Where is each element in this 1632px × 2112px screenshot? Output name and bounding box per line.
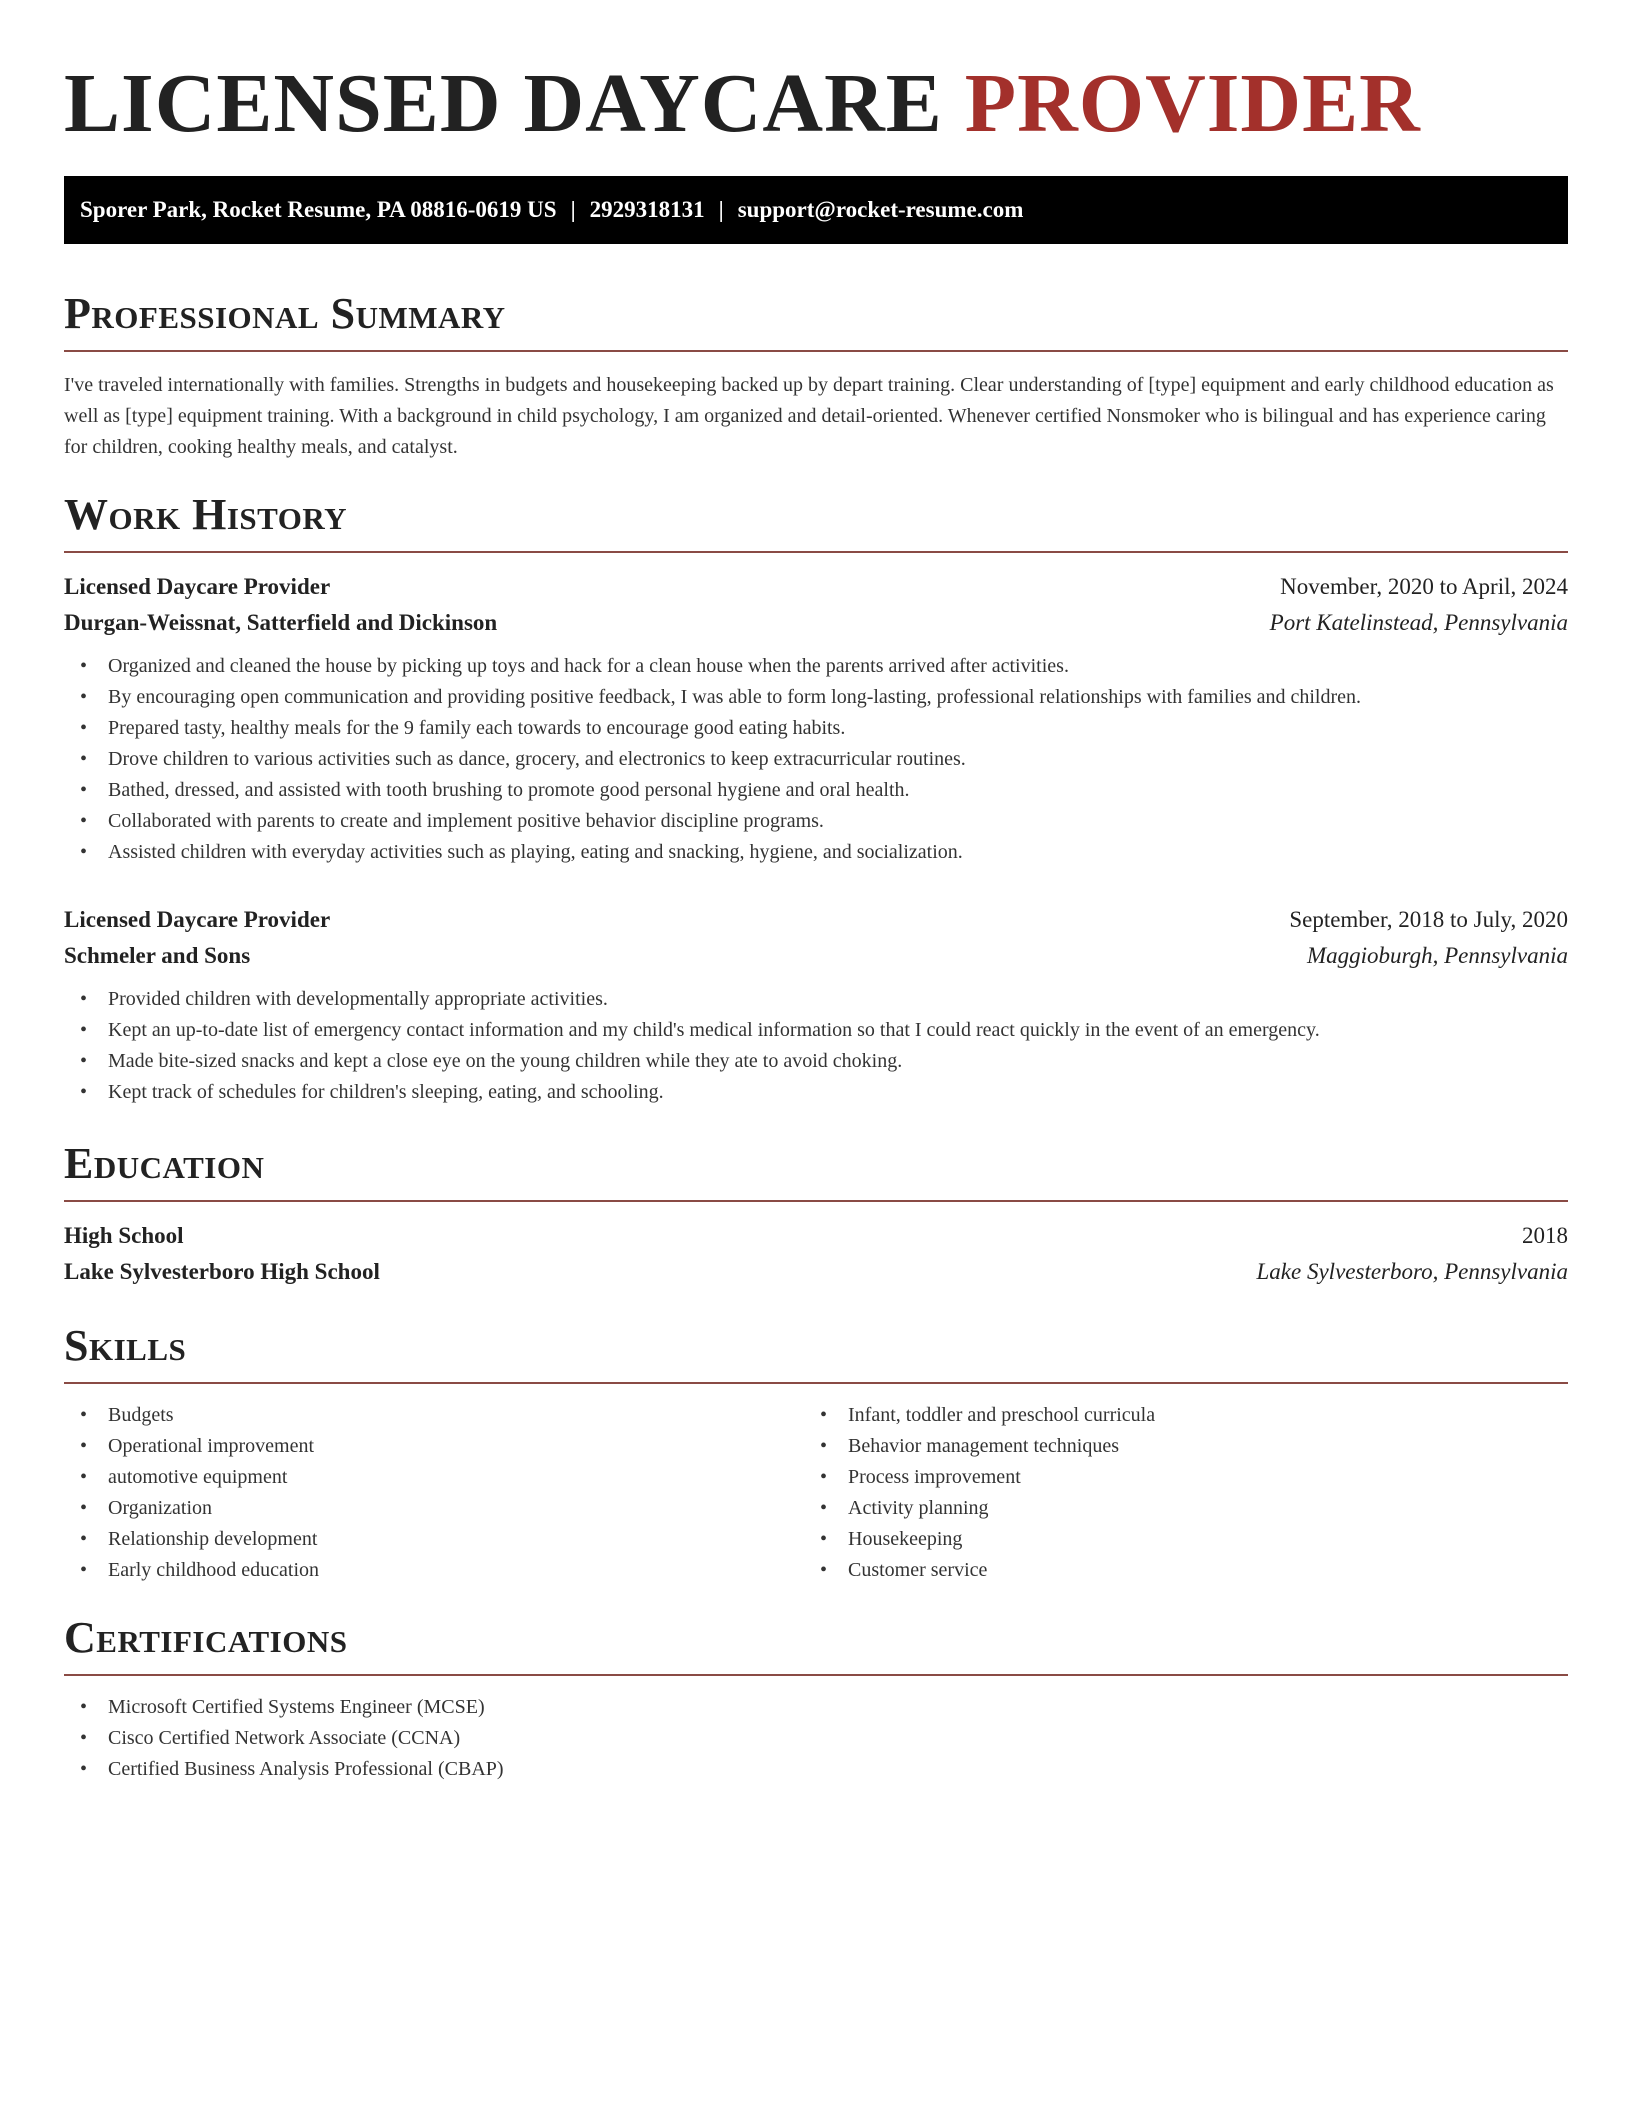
- list-item: • Cisco Certified Network Associate (CCNA): [64, 1723, 1568, 1754]
- education-header-row: [64, 1218, 1568, 1254]
- contact-address: Sporer Park, Rocket Resume, PA 08816-0619 US: [80, 197, 557, 222]
- list-item: • Infant, toddler and preschool curricula: [804, 1400, 1544, 1431]
- contact-phone[interactable]: 2929318131: [589, 197, 705, 222]
- section-divider: [64, 1674, 1568, 1676]
- summary-section: [64, 288, 1568, 463]
- section-title-summary: Professional Summary: [64, 289, 506, 338]
- skills-section: [64, 1320, 1568, 1586]
- list-item: • Kept track of schedules for children's sleeping, eating, and schooling.: [64, 1077, 1568, 1108]
- job-header-row: [64, 902, 1568, 938]
- list-item: • Bathed, dressed, and assisted with tooth brushing to promote good personal hygiene and oral health.: [64, 775, 1568, 806]
- list-item: • Activity planning: [804, 1493, 1544, 1524]
- list-item: • Certified Business Analysis Professional (CBAP): [64, 1754, 1568, 1785]
- contact-bar: [64, 176, 1568, 244]
- education-year: 2018: [1522, 1223, 1568, 1248]
- section-title-education: Education: [64, 1139, 265, 1188]
- job-dates: September, 2018 to July, 2020: [1289, 907, 1568, 932]
- education-section: [64, 1138, 1568, 1290]
- resume-page: [64, 0, 1568, 1785]
- job-bullet-list: [64, 984, 1568, 1108]
- list-item: • Prepared tasty, healthy meals for the 9 family each towards to encourage good eating habits.: [64, 713, 1568, 744]
- certifications-section: [64, 1612, 1568, 1785]
- section-divider: [64, 1382, 1568, 1384]
- section-title-work-history: Work History: [64, 490, 348, 539]
- section-title-skills: Skills: [64, 1321, 187, 1370]
- education-entry: [64, 1218, 1568, 1290]
- list-item: • Housekeeping: [804, 1524, 1544, 1555]
- list-item: • Organized and cleaned the house by picking up toys and hack for a clean house when the parents arrived after activities.: [64, 651, 1568, 682]
- job-role: Licensed Daycare Provider: [64, 574, 331, 599]
- job-role: Licensed Daycare Provider: [64, 907, 331, 932]
- list-item: • Organization: [64, 1493, 804, 1524]
- section-divider: [64, 350, 1568, 352]
- education-school-row: [64, 1254, 1568, 1290]
- list-item: • Relationship development: [64, 1524, 804, 1555]
- name-main: LICENSED DAYCARE: [64, 57, 943, 150]
- contact-separator: |: [570, 197, 576, 222]
- section-title-certifications: Certifications: [64, 1613, 348, 1662]
- work-history-section: [64, 489, 1568, 1108]
- skills-list-left: [64, 1400, 804, 1586]
- list-item: • Customer service: [804, 1555, 1544, 1586]
- list-item: • Microsoft Certified Systems Engineer (MCSE): [64, 1692, 1568, 1723]
- job-entry: [64, 569, 1568, 868]
- job-header-row: [64, 569, 1568, 605]
- list-item: • Behavior management techniques: [804, 1431, 1544, 1462]
- contact-separator: |: [718, 197, 724, 222]
- list-item: • Assisted children with everyday activities such as playing, eating and snacking, hygiene, and socialization.: [64, 837, 1568, 868]
- summary-text: I've traveled internationally with families. Strengths in budgets and housekeeping backed up by depart training. Clear understanding of [type] equipment and early childhood education as well as [type] equipment training. With a background in child psychology, I am organized and detail-oriented. Whenever certified Nonsmoker who is bilingual and has experience caring for children, cooking healthy meals, and catalyst.: [64, 374, 1554, 458]
- education-location: Lake Sylvesterboro, Pennsylvania: [1256, 1259, 1568, 1284]
- job-company-row: [64, 605, 1568, 641]
- name-accent: PROVIDER: [964, 57, 1421, 150]
- list-item: • Provided children with developmentally appropriate activities.: [64, 984, 1568, 1015]
- list-item: • Early childhood education: [64, 1555, 804, 1586]
- candidate-name: [64, 56, 1568, 152]
- contact-email[interactable]: support@rocket-resume.com: [737, 197, 1024, 222]
- list-item: • automotive equipment: [64, 1462, 804, 1493]
- list-item: • Drove children to various activities such as dance, grocery, and electronics to keep extracurricular routines.: [64, 744, 1568, 775]
- skills-columns: [64, 1400, 1568, 1586]
- section-divider: [64, 1200, 1568, 1202]
- list-item: • Process improvement: [804, 1462, 1544, 1493]
- skills-list-right: [804, 1400, 1544, 1586]
- education-degree: High School: [64, 1223, 184, 1248]
- job-company-row: [64, 938, 1568, 974]
- list-item: • Budgets: [64, 1400, 804, 1431]
- list-item: • Collaborated with parents to create and implement positive behavior discipline programs.: [64, 806, 1568, 837]
- job-company: Schmeler and Sons: [64, 943, 251, 968]
- certifications-list: [64, 1692, 1568, 1785]
- list-item: • Made bite-sized snacks and kept a close eye on the young children while they ate to avoid choking.: [64, 1046, 1568, 1077]
- job-dates: November, 2020 to April, 2024: [1280, 574, 1568, 599]
- education-school: Lake Sylvesterboro High School: [64, 1259, 380, 1284]
- job-company: Durgan-Weissnat, Satterfield and Dickinson: [64, 610, 498, 635]
- job-entry: [64, 902, 1568, 1108]
- job-location: Maggioburgh, Pennsylvania: [1306, 943, 1568, 968]
- section-divider: [64, 551, 1568, 553]
- list-item: • By encouraging open communication and providing positive feedback, I was able to form long-lasting, professional relationships with families and children.: [64, 682, 1568, 713]
- job-location: Port Katelinstead, Pennsylvania: [1269, 610, 1568, 635]
- list-item: • Kept an up-to-date list of emergency contact information and my child's medical information so that I could react quickly in the event of an emergency.: [64, 1015, 1568, 1046]
- list-item: • Operational improvement: [64, 1431, 804, 1462]
- job-bullet-list: [64, 651, 1568, 868]
